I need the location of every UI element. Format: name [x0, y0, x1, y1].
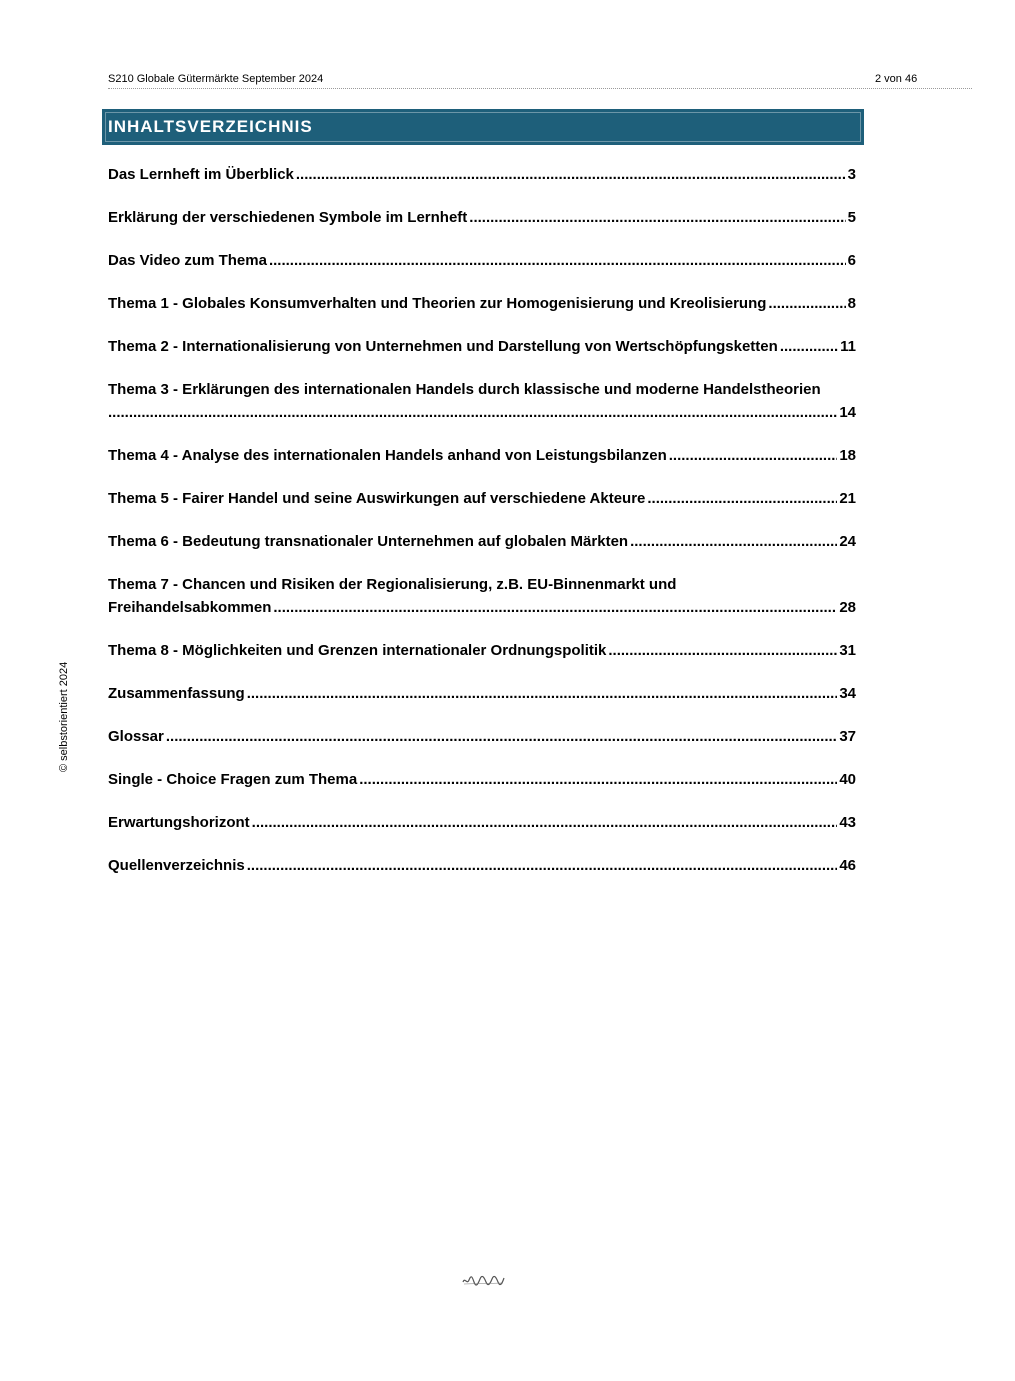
document-title: S210 Globale Gütermärkte September 2024 — [108, 73, 324, 85]
toc-entry-text: Zusammenfassung — [108, 685, 245, 702]
toc-leader — [247, 854, 838, 877]
toc-entry-page: 28 — [839, 599, 856, 616]
toc-leader — [608, 639, 837, 662]
toc-entry-page: 14 — [839, 404, 856, 421]
toc-entry-text: Erwartungshorizont — [108, 814, 250, 831]
toc-entry-text: Single - Choice Fragen zum Thema — [108, 771, 358, 788]
toc-leader — [252, 811, 838, 834]
toc-leader — [166, 725, 837, 748]
toc-entry-text: Thema 7 - Chancen und Risiken der Regionalisierung, z.B. EU-Binnenmarkt und — [108, 576, 677, 593]
copyright-side-text: © selbstorientiert 2024 — [58, 661, 70, 772]
toc-leader — [469, 206, 845, 229]
toc-entry[interactable] — [108, 530, 856, 553]
toc-entry-text: Thema 1 - Globales Konsumverhalten und Theorien zur Homogenisierung und Kreolisierung — [108, 295, 767, 312]
toc-entry-text: Das Video zum Thema — [108, 252, 267, 269]
toc-entry-text: Glossar — [108, 728, 164, 745]
toc-entry-text: Thema 6 - Bedeutung transnationaler Unternehmen auf globalen Märkten — [108, 533, 629, 550]
toc-leader — [768, 292, 845, 315]
toc-entry-text: Das Lernheft im Überblick — [108, 166, 294, 183]
toc-entry-text: Thema 3 - Erklärungen des internationalen Handels durch klassische und moderne Handelstheorien — [108, 381, 821, 398]
toc-entry[interactable] — [108, 854, 856, 877]
toc-entry-text: Thema 8 - Möglichkeiten und Grenzen internationaler Ordnungspolitik — [108, 642, 607, 659]
toc-entry[interactable] — [108, 292, 856, 315]
toc-leader — [669, 444, 838, 467]
toc-entry[interactable] — [108, 249, 856, 272]
toc-entry[interactable] — [108, 768, 856, 791]
toc-leader — [273, 596, 837, 619]
toc-entry-page: 46 — [839, 857, 856, 874]
toc-entry[interactable] — [108, 163, 856, 186]
toc-leader — [269, 249, 846, 272]
page-number: 2 von 46 — [875, 73, 918, 85]
signature-logo-icon — [461, 1273, 506, 1287]
toc-entry[interactable] — [108, 378, 856, 424]
toc-heading: INHALTSVERZEICHNIS — [108, 117, 313, 136]
toc-entry-page: 31 — [839, 642, 856, 659]
toc-leader — [296, 163, 846, 186]
toc-entry-page: 5 — [847, 209, 856, 226]
toc-entry-text-continued: Freihandelsabkommen — [108, 599, 272, 616]
toc-leader — [647, 487, 837, 510]
toc-entry[interactable] — [108, 206, 856, 229]
toc-leader — [780, 335, 838, 358]
toc-entry[interactable] — [108, 573, 856, 619]
toc-entry-page: 21 — [839, 490, 856, 507]
toc-entry[interactable] — [108, 487, 856, 510]
toc-leader — [247, 682, 838, 705]
toc-entry[interactable] — [108, 639, 856, 662]
toc-entry-page: 43 — [839, 814, 856, 831]
toc-leader — [359, 768, 837, 791]
toc-entry-page: 8 — [847, 295, 856, 312]
toc-banner — [102, 109, 864, 145]
toc-entry-page: 11 — [840, 338, 856, 355]
toc-entry[interactable] — [108, 682, 856, 705]
toc-entry-page: 18 — [839, 447, 856, 464]
toc-entry-page: 34 — [839, 685, 856, 702]
toc-entry-text: Thema 5 - Fairer Handel und seine Auswirkungen auf verschiedene Akteure — [108, 490, 646, 507]
toc-entry-page: 24 — [839, 533, 856, 550]
toc-entry[interactable] — [108, 335, 856, 358]
toc-leader — [630, 530, 837, 553]
toc-entry-page: 6 — [847, 252, 856, 269]
toc-entry-page: 37 — [839, 728, 856, 745]
toc-entry-text: Thema 2 - Internationalisierung von Unternehmen und Darstellung von Wertschöpfungsketten — [108, 338, 778, 355]
toc-entry[interactable] — [108, 444, 856, 467]
toc-leader — [108, 401, 837, 424]
toc-entry-text: Thema 4 - Analyse des internationalen Handels anhand von Leistungsbilanzen — [108, 447, 667, 464]
page-header — [108, 71, 972, 89]
toc-entry-page: 3 — [847, 166, 856, 183]
toc-entry-text: Erklärung der verschiedenen Symbole im Lernheft — [108, 209, 468, 226]
toc-entry[interactable] — [108, 811, 856, 834]
toc-entry[interactable] — [108, 725, 856, 748]
toc-entry-page: 40 — [839, 771, 856, 788]
toc-entry-text: Quellenverzeichnis — [108, 857, 245, 874]
